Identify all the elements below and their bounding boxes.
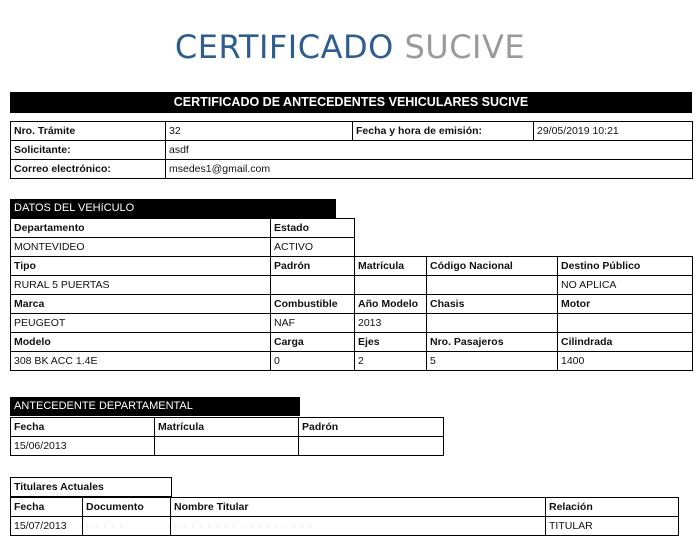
titular-relacion-label: Relación — [546, 498, 679, 517]
estado-label: Estado — [271, 219, 355, 238]
titular-fecha-label: Fecha — [11, 498, 83, 517]
departamento-label: Departamento — [11, 219, 271, 238]
main-title-bar: CERTIFICADO DE ANTECEDENTES VEHICULARES SUCIVE — [10, 92, 692, 113]
marca-value: PEUGEOT — [11, 314, 271, 333]
titular-nombre-redacted: · · · · · · · · · · · · · · · · · — [171, 517, 546, 536]
cilindrada-label: Cilindrada — [558, 333, 693, 352]
destino-publico-value: NO APLICA — [558, 276, 693, 295]
pasajeros-value: 5 — [427, 352, 558, 371]
modelo-value: 308 BK ACC 1.4E — [11, 352, 271, 371]
ejes-value: 2 — [355, 352, 427, 371]
titulares-header-row — [11, 498, 679, 517]
fecha-emision-value: 29/05/2019 10:21 — [534, 122, 693, 141]
solicitante-value: asdf — [166, 141, 693, 160]
tramite-table — [10, 121, 693, 179]
vehiculo-row — [11, 238, 693, 257]
correo-value: msedes1@gmail.com — [166, 160, 693, 179]
tipo-label: Tipo — [11, 257, 271, 276]
tramite-row — [11, 122, 693, 141]
ejes-label: Ejes — [355, 333, 427, 352]
anio-modelo-value: 2013 — [355, 314, 427, 333]
modelo-label: Modelo — [11, 333, 271, 352]
correo-row — [11, 160, 693, 179]
vehiculo-row — [11, 352, 693, 371]
titular-relacion-value: TITULAR — [546, 517, 679, 536]
combustible-label: Combustible — [271, 295, 355, 314]
pasajeros-label: Nro. Pasajeros — [427, 333, 558, 352]
titular-documento-label: Documento — [83, 498, 171, 517]
padron-label: Padrón — [271, 257, 355, 276]
matricula-label: Matrícula — [355, 257, 427, 276]
antecedente-padron-label: Padrón — [299, 418, 444, 437]
antecedente-fecha-label: Fecha — [11, 418, 155, 437]
padron-value — [271, 276, 355, 295]
vehiculo-row — [11, 314, 693, 333]
combustible-value: NAF — [271, 314, 355, 333]
carga-value: 0 — [271, 352, 355, 371]
titular-row — [11, 517, 679, 536]
antecedente-matricula-value — [155, 437, 299, 456]
fecha-emision-label: Fecha y hora de emisión: — [353, 122, 534, 141]
motor-label: Motor — [558, 295, 693, 314]
correo-label: Correo electrónico: — [11, 160, 166, 179]
chasis-value — [427, 314, 558, 333]
vehiculo-header-row — [11, 333, 693, 352]
codigo-nacional-label: Código Nacional — [427, 257, 558, 276]
solicitante-label: Solicitante: — [11, 141, 166, 160]
titulares-title-table — [10, 477, 172, 497]
solicitante-row — [11, 141, 693, 160]
titulares-table — [10, 497, 679, 536]
titulares-section-title: Titulares Actuales — [11, 478, 172, 497]
antecedente-row — [11, 437, 444, 456]
sucive-logo — [0, 28, 700, 66]
titular-documento-redacted: · · · · · — [83, 517, 171, 536]
nro-tramite-label: Nro. Trámite — [11, 122, 166, 141]
matricula-value — [355, 276, 427, 295]
antecedente-fecha-value: 15/06/2013 — [11, 437, 155, 456]
cilindrada-value: 1400 — [558, 352, 693, 371]
titular-nombre-label: Nombre Titular — [171, 498, 546, 517]
logo-part-sucive: SUCIVE — [404, 28, 526, 66]
destino-publico-label: Destino Público — [558, 257, 693, 276]
vehiculo-header-row — [11, 219, 693, 238]
antecedente-matricula-label: Matrícula — [155, 418, 299, 437]
tipo-value: RURAL 5 PUERTAS — [11, 276, 271, 295]
vehiculo-header-row — [11, 295, 693, 314]
estado-value: ACTIVO — [271, 238, 355, 257]
motor-value — [558, 314, 693, 333]
marca-label: Marca — [11, 295, 271, 314]
vehiculo-row — [11, 276, 693, 295]
codigo-nacional-value — [427, 276, 558, 295]
carga-label: Carga — [271, 333, 355, 352]
antecedente-header-row — [11, 418, 444, 437]
logo-part-certificado: CERTIFICADO — [174, 28, 394, 66]
anio-modelo-label: Año Modelo — [355, 295, 427, 314]
antecedente-table — [10, 417, 444, 456]
nro-tramite-value: 32 — [166, 122, 353, 141]
vehiculo-header-row — [11, 257, 693, 276]
antecedente-section-title: ANTECEDENTE DEPARTAMENTAL — [10, 397, 300, 416]
titular-fecha-value: 15/07/2013 — [11, 517, 83, 536]
departamento-value: MONTEVIDEO — [11, 238, 271, 257]
antecedente-padron-value — [299, 437, 444, 456]
vehiculo-section-title: DATOS DEL VEHíCULO — [10, 199, 336, 218]
vehiculo-table — [10, 218, 693, 371]
chasis-label: Chasis — [427, 295, 558, 314]
